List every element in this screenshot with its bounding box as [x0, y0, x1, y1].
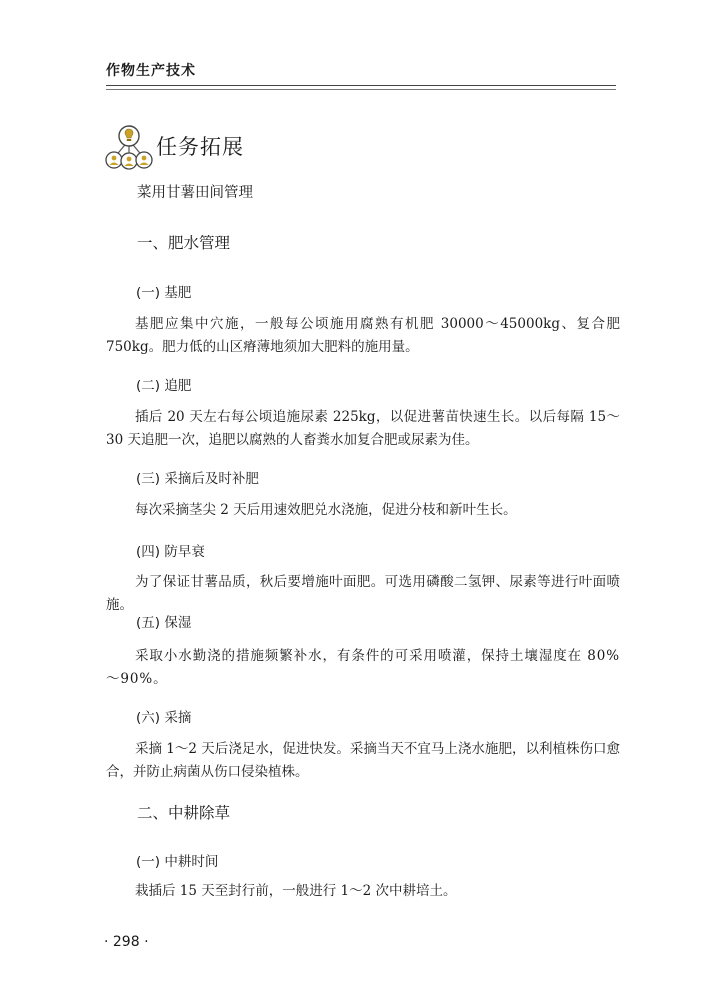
item-heading-harvest: (六) 采摘 — [136, 710, 192, 726]
item-heading-moisture: (五) 保湿 — [136, 615, 192, 631]
page-number: · 298 · — [104, 934, 149, 950]
paragraph-harvest: 采摘 1～2 天后浇足水，促进快发。采摘当天不宜马上浇水施肥，以利植株伤口愈合，并防止病菌从伤口侵染植株。 — [106, 741, 620, 780]
task-expansion-icon — [104, 124, 154, 170]
section-heading-cultivation-weeding: 二、中耕除草 — [137, 804, 231, 822]
task-title: 任务拓展 — [156, 135, 244, 159]
paragraph-post-harvest-fertilizer: 每次采摘茎尖 2 天后用速效肥兑水浇施，促进分枝和新叶生长。 — [135, 502, 517, 518]
subtitle: 菜用甘薯田间管理 — [137, 185, 253, 201]
paragraph-prevent-senescence: 为了保证甘薯品质，秋后要增施叶面肥。可选用磷酸二氢钾、尿素等进行叶面喷施。 — [106, 574, 620, 613]
section-heading-fertilizer-water: 一、肥水管理 — [137, 234, 231, 252]
item-heading-topdressing: (二) 追肥 — [136, 378, 192, 394]
header-title: 作物生产技术 — [106, 63, 196, 79]
item-heading-cultivation-time: (一) 中耕时间 — [136, 854, 219, 870]
item-heading-prevent-senescence: (四) 防早衰 — [136, 544, 205, 560]
item-heading-base-fertilizer: (一) 基肥 — [136, 285, 192, 301]
running-header — [106, 60, 616, 80]
paragraph-cultivation-time: 栽插后 15 天至封行前，一般进行 1～2 次中耕培土。 — [135, 883, 457, 899]
header-rule-top — [106, 85, 616, 86]
paragraph-base-fertilizer: 基肥应集中穴施，一般每公顷施用腐熟有机肥 30000～45000kg、复合肥 750kg。肥力低的山区瘠薄地须加大肥料的施用量。 — [106, 316, 620, 355]
header-rule-bottom — [106, 89, 616, 90]
item-heading-post-harvest-fertilizer: (三) 采摘后及时补肥 — [136, 471, 259, 487]
paragraph-moisture: 采取小水勤浇的措施频繁补水，有条件的可采用喷灌，保持土壤湿度在 80%～90%。 — [106, 648, 620, 687]
paragraph-topdressing: 插后 20 天左右每公顷追施尿素 225kg，以促进薯苗快速生长。以后每隔 15～30 天追肥一次，追肥以腐熟的人畜粪水加复合肥或尿素为佳。 — [106, 409, 620, 448]
